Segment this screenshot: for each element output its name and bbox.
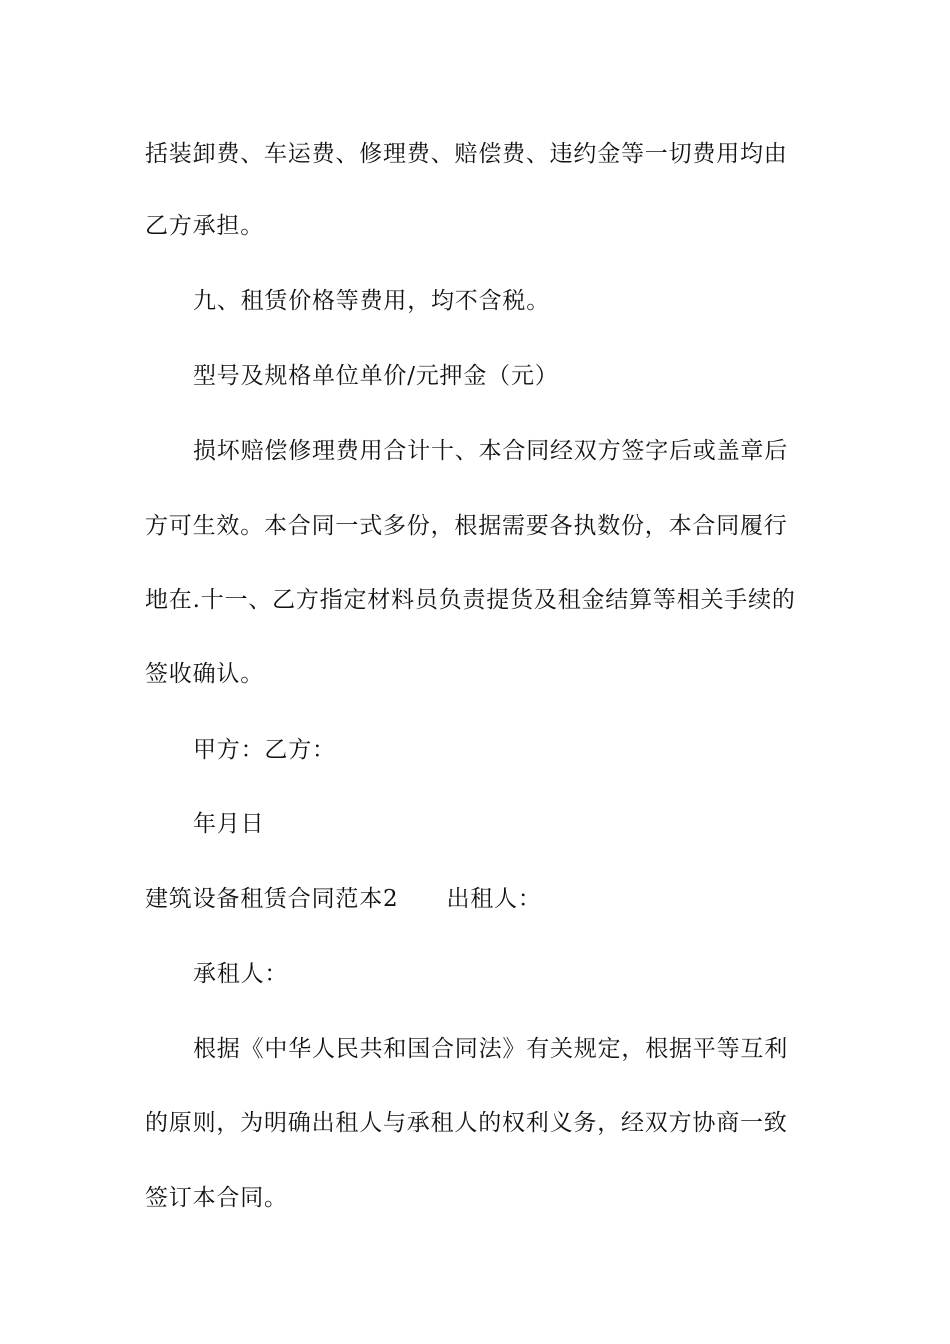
paragraph-line: 括装卸费、车运费、修理费、赔偿费、违约金等一切费用均由 [145,141,788,167]
paragraph-line: 九、租赁价格等费用，均不含税。 [193,288,550,314]
lessee-label: 承租人： [193,961,289,987]
paragraph-line: 型号及规格单位单价/元押金（元） [193,363,559,389]
paragraph-line: 地在.十一、乙方指定材料员负责提货及租金结算等相关手续的 [145,587,796,613]
date-line: 年月日 [193,811,265,837]
contract-title: 建筑设备租赁合同范本2 [145,886,399,912]
contract-heading-line [145,884,542,914]
paragraph-line: 签收确认。 [145,661,264,687]
paragraph-line: 乙方承担。 [145,213,264,239]
paragraph-line: 方可生效。本合同一式多份，根据需要各执数份，本合同履行 [145,513,788,539]
intro-line: 的原则，为明确出租人与承租人的权利义务，经双方协商一致 [145,1110,788,1136]
signature-parties: 甲方：乙方： [193,737,336,763]
intro-line: 根据《中华人民共和国合同法》有关规定，根据平等互利 [193,1036,788,1062]
paragraph-line: 损坏赔偿修理费用合计十、本合同经双方签字后或盖章后 [193,438,788,464]
intro-line: 签订本合同。 [145,1185,288,1211]
lessor-label: 出租人： [446,886,542,912]
